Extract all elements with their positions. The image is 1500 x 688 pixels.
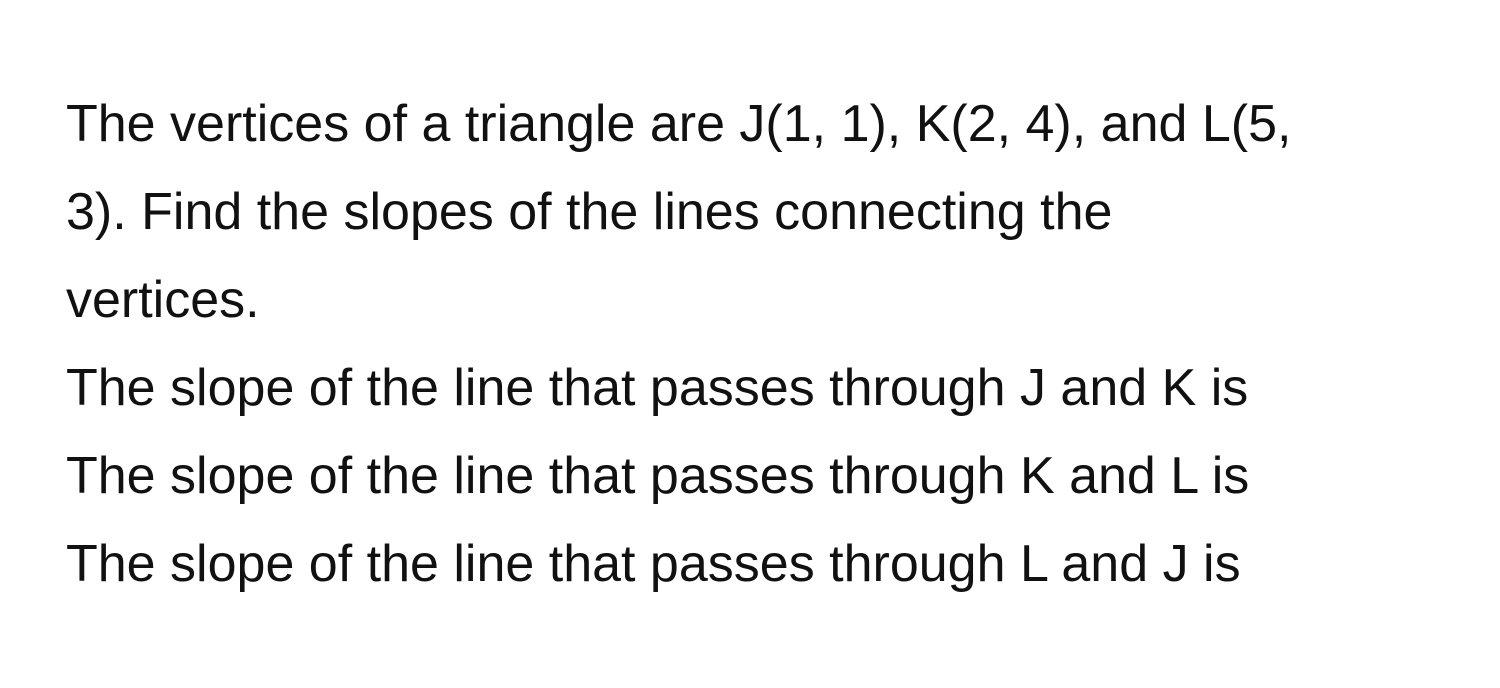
question-slope-jk: The slope of the line that passes through J and K is: [66, 359, 1249, 417]
problem-line-3: vertices.: [66, 271, 260, 329]
question-list: [66, 344, 1446, 608]
question-slope-kl: The slope of the line that passes through K and L is: [66, 447, 1250, 505]
problem-line-1: The vertices of a triangle are J(1, 1), K(2, 4), and L(5,: [66, 95, 1292, 153]
problem-text-block: [66, 80, 1446, 608]
question-slope-lj: The slope of the line that passes through L and J is: [66, 535, 1241, 593]
problem-line-2: 3). Find the slopes of the lines connecting the: [66, 183, 1113, 241]
problem-statement: [66, 80, 1446, 344]
